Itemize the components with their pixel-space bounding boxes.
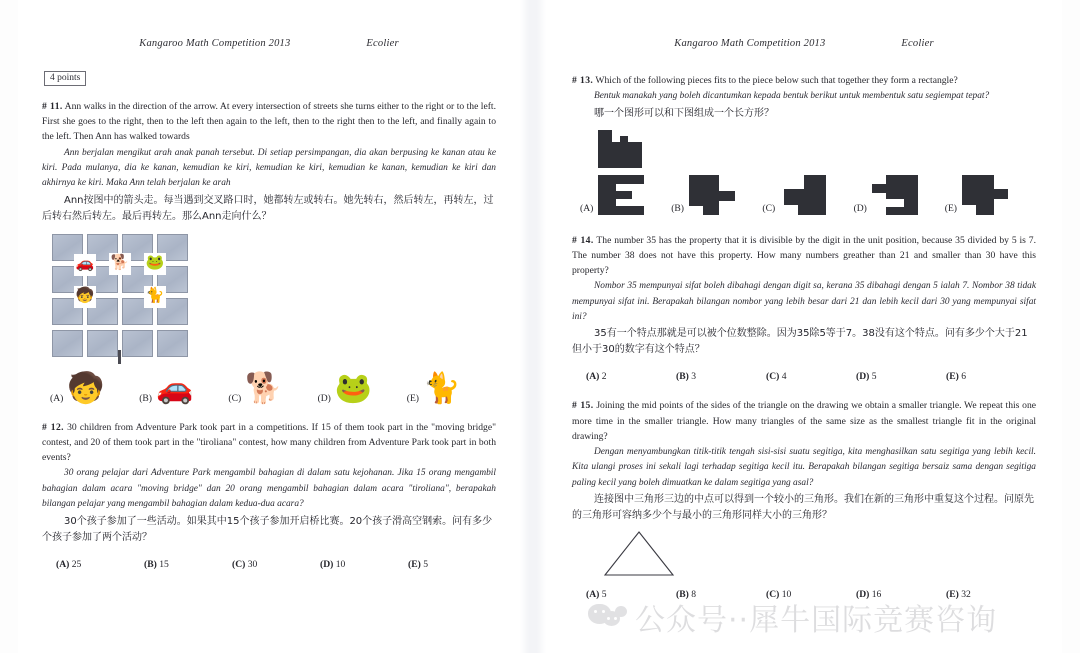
question-13-target-piece	[598, 130, 1036, 173]
choice-e[interactable]	[406, 371, 496, 405]
city-block	[52, 330, 83, 357]
question-13-number: # 13.	[572, 75, 594, 86]
choice-b-label: (B)	[671, 202, 684, 214]
grid-item-frog-icon: 🐸	[144, 253, 166, 275]
choice-c[interactable]	[766, 371, 856, 382]
question-14-english-text: The number 35 has the property that it is divisible by the digit in the unit position, because 35 divided by 5 is 7. The number 38 does not have this property. How many numbers greather than 21 and smaller than 30 have this property?	[572, 234, 1036, 277]
choice-c-label: (C)	[766, 371, 780, 383]
choice-e-label: (E)	[406, 392, 419, 404]
choice-a-label: (A)	[580, 202, 594, 214]
choice-e-value: 32	[961, 589, 971, 601]
choice-e-label: (E)	[408, 558, 421, 570]
choice-d[interactable]	[320, 559, 408, 570]
polyomino-b-icon	[689, 175, 735, 215]
question-14-english	[572, 233, 1036, 279]
watermark-text: 公众号··犀牛国际竞赛咨询	[635, 603, 998, 638]
grid-item-dog-icon: 🐕	[109, 253, 131, 275]
choice-c-label: (C)	[766, 589, 780, 601]
choice-c[interactable]	[232, 559, 320, 570]
choice-e-value: 5	[423, 558, 428, 570]
grid-item-doll-icon: 🧒	[74, 286, 96, 308]
choice-c-value: 4	[781, 371, 787, 383]
question-13-english-text: Which of the following pieces fits to the piece below such that together they form a rectangle?	[595, 75, 958, 86]
question-12-chinese: 30个孩子参加了一些活动。如果其中15个孩子参加开启桥比赛。20个孩子滑高空钢索。问有多少个孩子参加了两个活动？	[42, 515, 493, 543]
choice-c-label: (C)	[762, 202, 776, 214]
choice-a[interactable]	[50, 371, 139, 405]
question-12-english	[42, 420, 496, 466]
choice-e[interactable]	[946, 589, 1036, 600]
choice-b[interactable]	[671, 175, 762, 215]
choice-b[interactable]	[676, 589, 766, 600]
choice-a-label: (A)	[56, 558, 70, 570]
choice-e-label: (E)	[944, 202, 957, 214]
question-12	[42, 420, 496, 570]
choice-b-label: (B)	[676, 589, 689, 601]
question-15-english-text: Joining the mid points of the sides of the triangle on the drawing we obtain a smaller triangle. We repeat this one more time in the smaller triangle. How many triangles of the same size as the smallest triangle fit in the original drawing?	[572, 400, 1037, 442]
choice-d-label: (D)	[320, 558, 334, 570]
choice-b-label: (B)	[676, 371, 689, 383]
question-14	[572, 233, 1036, 383]
question-11-english-text: Ann walks in the direction of the arrow. At every intersection of streets she turns either to the right or to the left. First she goes to the right, then to the left then again to the left, then to the right then to the left, and finally again to the left. Then Ann has walked towards	[42, 101, 496, 143]
choice-a[interactable]	[586, 371, 676, 382]
choice-a[interactable]	[580, 175, 671, 215]
question-14-choices	[572, 371, 1036, 382]
choice-b-value: 3	[691, 371, 696, 383]
question-12-english-text: 30 children from Adventure Park took part in a competitions. If 15 of them took part in the "moving bridge" contest, and 20 of them took part in the "tiroliana" contest, how many children from Adventure Park took part in both events?	[42, 421, 497, 464]
choice-d-label: (D)	[856, 589, 870, 601]
choice-b-label: (B)	[139, 392, 152, 404]
question-13-english	[572, 73, 1036, 88]
choice-e[interactable]	[946, 371, 1036, 382]
choice-a[interactable]	[586, 589, 676, 600]
choice-e-value: 6	[961, 371, 966, 383]
question-15-number: # 15.	[572, 400, 594, 412]
choice-d-label: (D)	[856, 371, 870, 383]
choice-a[interactable]	[56, 559, 144, 570]
polyomino-c-icon	[780, 175, 826, 215]
choice-b-label: (B)	[144, 558, 157, 570]
choice-e-label: (E)	[946, 589, 959, 601]
polyomino-target-icon	[598, 130, 656, 168]
left-page	[18, 0, 520, 653]
choice-e[interactable]	[945, 175, 1036, 215]
city-block	[87, 330, 118, 357]
choice-a-value: 25	[71, 558, 82, 570]
choice-c[interactable]	[228, 371, 317, 405]
choice-a-value: 5	[601, 589, 607, 601]
question-15-choices	[572, 589, 1036, 600]
choice-c[interactable]	[762, 175, 853, 215]
doll-icon: 🧒	[67, 371, 105, 405]
choice-a-value: 2	[601, 371, 607, 383]
left-page-header	[18, 38, 520, 49]
choice-c-label: (C)	[228, 392, 242, 404]
choice-c-label: (C)	[232, 558, 246, 570]
choice-d-value: 16	[871, 589, 882, 601]
question-15-chinese: 连接图中三角形三边的中点可以得到一个较小的三角形。我们在新的三角形中重复这个过程。问原先的三角形可容纳多少个与最小的三角形同样大小的三角形？	[572, 494, 1034, 522]
question-15	[572, 398, 1036, 600]
choice-b[interactable]	[139, 371, 228, 405]
polyomino-e-icon	[962, 175, 1008, 215]
header-level: Ecolier	[901, 38, 934, 49]
choice-a-label: (A)	[586, 371, 600, 383]
question-14-malay: Nombor 35 mempunyai sifat boleh dibahagi dengan digit sa, kerana 35 dibahagi dengan 5 ialah 7. Nombor 38 tidak mempunyai sifat ini. Berapakah bilangan nombor yang lebih besar dari 21 dan lebih kecil dari 30 yang mempunyai sifat ini?	[572, 281, 1036, 323]
choice-d[interactable]	[856, 371, 946, 382]
question-13-malay: Bentuk manakah yang boleh dicantumkan kepada bentuk berikut untuk membentuk satu segiempat tepat?	[594, 91, 990, 102]
header-competition-title: Kangaroo Math Competition 2013	[139, 38, 291, 49]
cat-icon: 🐈	[423, 371, 461, 405]
page-gutter	[520, 0, 546, 653]
city-block	[157, 330, 188, 357]
triangle-outline-icon	[602, 530, 676, 578]
question-11-chinese: Ann按图中的箭头走。每当遇到交叉路口时，她都转左或转右。她先转右，然后转左，再转左，过后转右然后转左。最后再转左。那么Ann走向什么？	[42, 194, 494, 222]
choice-d-value: 10	[335, 558, 346, 570]
choice-e[interactable]	[408, 559, 496, 570]
choice-e-label: (E)	[946, 371, 959, 383]
question-15-figure	[602, 530, 1036, 583]
frog-icon: 🐸	[334, 371, 373, 405]
start-arrow-icon	[118, 350, 121, 364]
right-page	[546, 0, 1062, 653]
question-11-number: # 11.	[42, 101, 63, 112]
choice-d[interactable]	[854, 175, 945, 215]
choice-b[interactable]	[144, 559, 232, 570]
question-15-malay: Dengan menyambungkan titik-titik tengah sisi-sisi suatu segitiga, kita menghasilkan satu segitiga yang lebih kecil. Kita ulangi proses ini sekali lagi terhadap segitiga kecil itu. Berapakah bilangan segitiga bersaiz sama dengan segitiga paling kecil yang boleh dimuatkan ke dalam segitiga yang asal?	[572, 447, 1036, 488]
question-14-number: # 14.	[572, 234, 594, 246]
dog-icon: 🐕	[245, 371, 283, 405]
question-11-figure	[52, 234, 496, 362]
question-14-chinese: 35有一个特点那就是可以被个位数整除。因为35除5等于7。38没有这个特点。问有多少个大于21但小于30的数字有这个特点？	[572, 328, 1028, 356]
question-11-malay: Ann berjalan mengikut arah anak panah tersebut. Di setiap persimpangan, dia akan berpusing ke kanan atau ke kiri. Pada mulanya, dia ke kanan, kemudian ke kiri, kemudian ke kiri, kemudian ke kanan, kemudian ke kiri dan akhirnya ke kiri. Maka Ann telah berjalan ke arah	[42, 147, 496, 189]
grid-item-cat-icon: 🐈	[144, 286, 166, 308]
question-13-choices	[580, 175, 1036, 215]
choice-b-value: 15	[159, 558, 169, 570]
choice-d-label: (D)	[317, 392, 331, 404]
choice-d[interactable]	[856, 589, 946, 600]
choice-a-label: (A)	[586, 589, 600, 601]
question-13-chinese: 哪一个图形可以和下图组成一个长方形？	[594, 107, 774, 119]
choice-c-value: 10	[781, 589, 792, 601]
grid-item-green-car-icon: 🚗	[74, 254, 96, 276]
choice-b-value: 8	[691, 589, 696, 601]
choice-a-label: (A)	[50, 392, 64, 404]
choice-d-value: 5	[871, 371, 877, 383]
points-badge: 4 points	[44, 71, 86, 86]
question-12-malay: 30 orang pelajar dari Adventure Park mengambil bahagian di dalam satu kejohanan. Jika 15 orang mengambil bahagian dalam acara "moving bridge" dan 20 orang mengambil bahagian dalam acara "tiroliana", berapakah bilangan pelajar yang mengambil bahagian dalam kedua-dua acara?	[42, 468, 496, 510]
question-11-english	[42, 99, 496, 145]
question-11-choices	[50, 371, 496, 405]
question-12-number: # 12.	[42, 421, 64, 433]
city-block-grid	[52, 234, 192, 362]
choice-d-label: (D)	[853, 202, 867, 214]
polyomino-a-icon	[598, 175, 644, 215]
choice-c[interactable]	[766, 589, 856, 600]
choice-d[interactable]	[317, 371, 407, 405]
header-level: Ecolier	[366, 38, 399, 49]
city-block	[122, 330, 153, 357]
polyomino-d-icon	[872, 175, 918, 215]
question-13	[572, 73, 1036, 215]
question-11	[42, 99, 496, 404]
choice-b[interactable]	[676, 371, 766, 382]
header-competition-title: Kangaroo Math Competition 2013	[674, 38, 826, 49]
right-page-header	[546, 38, 1062, 49]
green-car-icon: 🚗	[155, 371, 194, 405]
question-12-choices	[42, 559, 496, 570]
question-15-english	[572, 398, 1036, 444]
choice-c-value: 30	[247, 558, 258, 570]
